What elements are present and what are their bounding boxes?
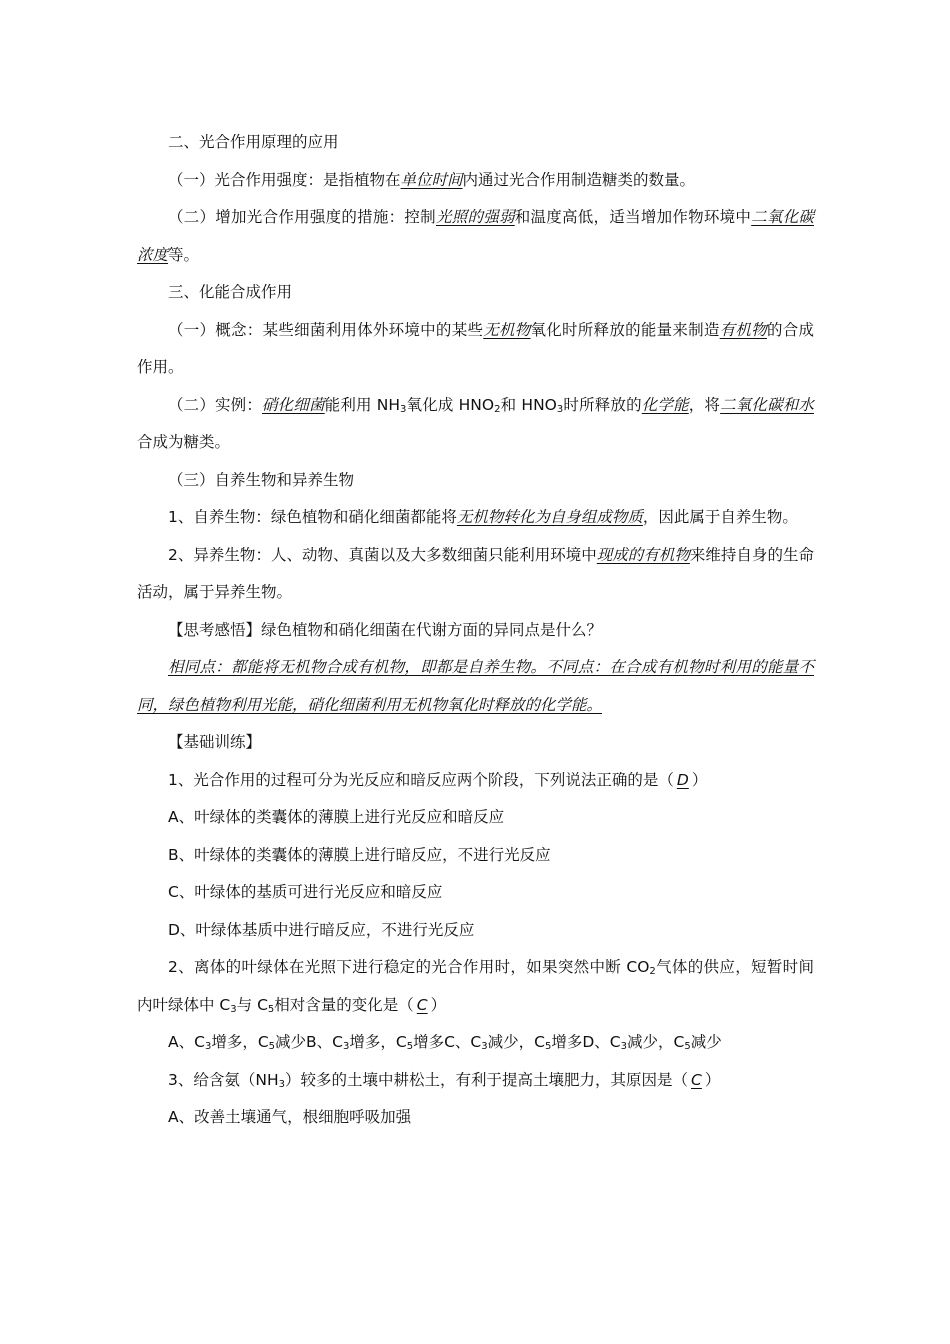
answer-mark: C (416, 995, 428, 1014)
s3-paragraph-2: （二）实例：硝化细菌能利用 $NH_3$氧化成 $HNO_2$和 $HNO_3$时所释放的化学能，将二氧化碳和水合成为糖类。 (137, 395, 814, 451)
think-answer: 相同点：都能将无机物合成有机物，即都是自养生物。不同点：在合成有机物时利用的能量不同，绿色植物利用光能，硝化细菌利用无机物氧化时释放的化学能。 (137, 658, 814, 714)
q2-option-d: D、$C_3$减少，$C_5$减少 (582, 1033, 722, 1052)
q2-options (137, 1024, 814, 1062)
q2-option-c: C、$C_3$减少，$C_5$增多 (444, 1033, 583, 1052)
think-question: 【思考感悟】绿色植物和硝化细菌在代谢方面的异同点是什么？ (168, 620, 603, 639)
answer-mark: C (691, 1070, 702, 1089)
blank-answer: 无机物 (483, 320, 531, 339)
question-3: 3、给含氨$(NH_3)$较多的土壤中耕松土，有利于提高土壤肥力，其原因是（ C ） (168, 1070, 721, 1090)
section-3-title: 三、化能合成作用 (168, 283, 293, 301)
q1-option-c: C、叶绿体的基质可进行光反应和暗反应 (168, 883, 443, 901)
s3-paragraph-1: （一）概念：某些细菌利用体外环境中的某些无机物氧化时所释放的能量来制造有机物的合成作用。 (137, 320, 814, 376)
question-2: 2、离体的叶绿体在光照下进行稳定的光合作用时，如果突然中断 $CO_2$气体的供应，短暂时间内叶绿体中 $C_3$与 $C_5$相对含量的变化是（ C ） (137, 958, 814, 1015)
blank-answer: 二氧化碳和水 (720, 395, 814, 414)
blank-answer: 光照的强弱 (435, 208, 515, 226)
question-1: 1、光合作用的过程可分为光反应和暗反应两个阶段，下列说法正确的是（ D ） (168, 770, 708, 789)
blank-answer: 无机物转化为自身组成物质 (456, 508, 643, 526)
blank-answer: 现成的有机物 (596, 545, 690, 564)
s3-paragraph-3: （三）自养生物和异养生物 (168, 470, 355, 489)
s2-paragraph-2: （二）增加光合作用强度的措施：控制光照的强弱和温度高低，适当增加作物环境中二氧化碳浓度等。 (137, 208, 814, 264)
q1-option-a: A、叶绿体的类囊体的薄膜上进行光反应和暗反应 (168, 808, 505, 826)
q3-option-a: A、改善土壤通气，根细胞呼吸加强 (168, 1108, 412, 1126)
blank-answer: 有机物 (719, 320, 767, 339)
q1-option-d: D、叶绿体基质中进行暗反应，不进行光反应 (168, 920, 475, 939)
answer-mark: D (676, 770, 689, 789)
s3-paragraph-4: 1、自养生物：绿色植物和硝化细菌都能将无机物转化为自身组成物质，因此属于自养生物。 (168, 508, 798, 526)
q2-option-a: A、$C_3$增多，$C_5$减少 (168, 1033, 307, 1052)
q1-option-b: B、叶绿体的类囊体的薄膜上进行暗反应，不进行光反应 (168, 845, 551, 864)
q2-option-b: B、$C_3$增多，$C_5$增多 (306, 1033, 445, 1052)
s2-paragraph-1: （一）光合作用强度：是指植物在单位时间内通过光合作用制造糖类的数量。 (168, 170, 696, 189)
training-title: 【基础训练】 (168, 733, 262, 751)
section-2-title: 二、光合作用原理的应用 (168, 133, 339, 151)
blank-answer: 硝化细菌 (262, 395, 325, 414)
s3-paragraph-5: 2、异养生物：人、动物、真菌以及大多数细菌只能利用环境中现成的有机物来维持自身的生命活动，属于异养生物。 (137, 545, 814, 601)
blank-answer: 化学能 (641, 395, 689, 414)
blank-answer: 二氧化碳浓度 (137, 208, 814, 264)
blank-answer: 单位时间 (400, 170, 463, 189)
